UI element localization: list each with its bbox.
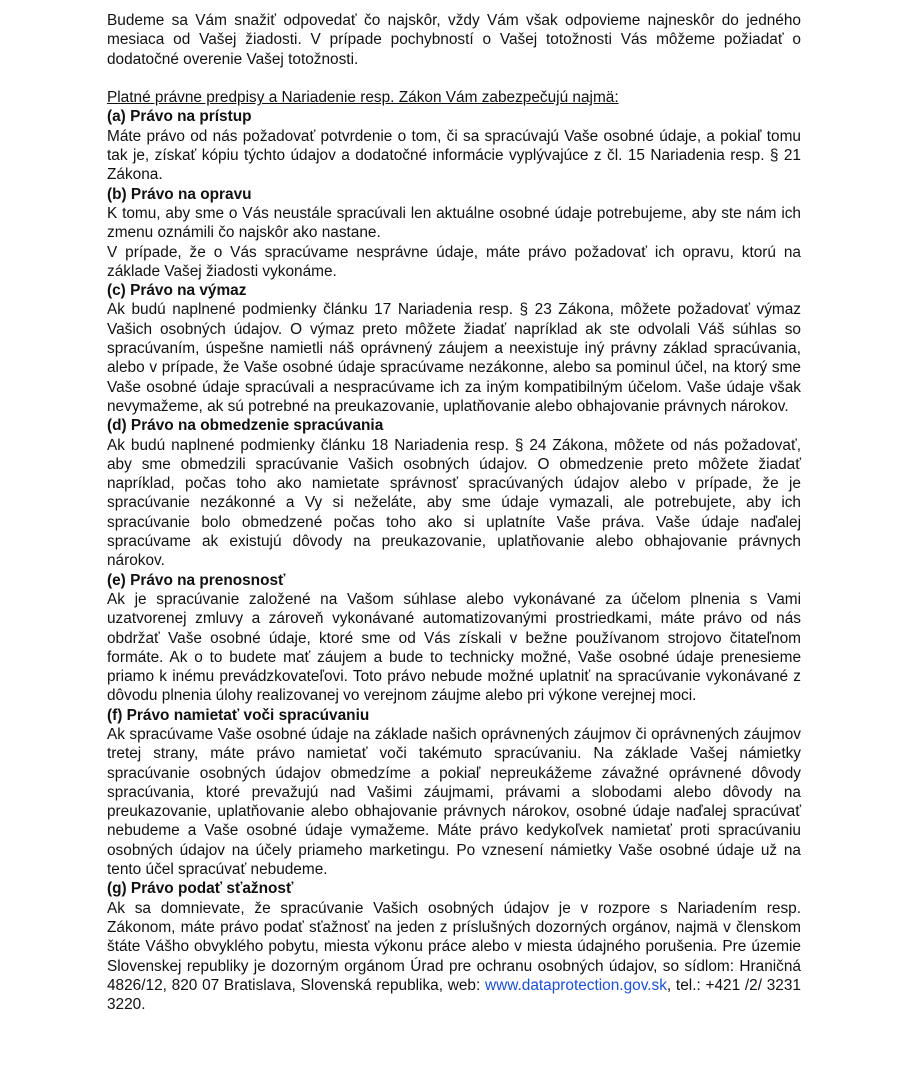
dataprotection-link[interactable]: www.dataprotection.gov.sk <box>484 976 667 994</box>
document-page <box>107 11 801 1014</box>
section-heading: (f) Právo namietať voči spracúvaniu <box>107 706 370 724</box>
section-paragraph: Máte právo od nás požadovať potvrdenie o tom, či sa spracúvajú Vaše osobné údaje, a pokiaľ tomu tak je, získať kópiu týchto údajov a dodatočné informácie vyplývajúce z čl. 15 Nariadenia resp. § 21 Zákona. <box>107 127 801 184</box>
section-right-to-restriction <box>107 416 801 570</box>
section-right-to-rectification <box>107 185 801 281</box>
section-paragraph: Ak budú naplnené podmienky článku 18 Nariadenia resp. § 24 Zákona, môžete od nás požadovať, aby sme obmedzili spracúvanie Vašich osobných údajov. O obmedzenie preto môžete žiadať napríklad, počas toho ako namietate správnosť spracúvaných údajov alebo v prípade, že je spracúvanie nezákonné a Vy si neželáte, aby sme údaje vymazali, ale potrebujete, aby ich spracúvanie bolo obmedzené počas toho ako si uplatníte Vaše práva. Vaše údaje naďalej spracúvame ak existujú dôvody na preukazovanie, uplatňovanie alebo obhajovanie právnych nárokov. <box>107 436 801 570</box>
section-paragraph <box>107 899 801 1015</box>
section-paragraph: Ak spracúvame Vaše osobné údaje na základe našich oprávnených záujmov či oprávnených záujmov tretej strany, máte právo namietať voči takémuto spracúvaniu. Na základe Vašej námietky spracúvanie osobných údajov obmedzíme a pokiaľ nepreukážeme závažné oprávnené dôvody spracúvania, ktoré prevažujú nad Vašimi záujmami, právami a slobodami alebo dôvody na preukazovanie, uplatňovanie alebo obhajovanie právnych nárokov, osobné údaje naďalej spracúvať nebudeme a Vaše osobné údaje vymažeme. Máte právo kedykoľvek namietať proti spracúvaniu osobných údajov na účely priameho marketingu. Po vznesení námietky Vaše osobné údaje už na tento účel spracúvať nebudeme. <box>107 725 801 879</box>
rights-intro: Platné právne predpisy a Nariadenie resp. Zákon Vám zabezpečujú najmä: <box>107 89 619 107</box>
section-heading: (d) Právo na obmedzenie spracúvania <box>107 417 384 435</box>
section-paragraph: K tomu, aby sme o Vás neustále spracúvali len aktuálne osobné údaje potrebujeme, aby ste nám ich zmenu oznámili čo najskôr ako nastane. <box>107 204 801 242</box>
section-right-to-complain <box>107 879 801 1014</box>
section-right-of-access <box>107 107 801 184</box>
section-heading: (c) Právo na výmaz <box>107 282 247 300</box>
section-right-to-portability <box>107 571 801 706</box>
section-paragraph: Ak je spracúvanie založené na Vašom súhlase alebo vykonávané za účelom plnenia s Vami uzatvorenej zmluvy a zároveň vykonávané automatizovanými prostriedkami, máte právo od nás obdržať Vaše osobné údaje, ktoré sme od Vás získali v bežne používanom strojovo čitateľnom formáte. Ak o to budete mať záujem a bude to technicky možné, Vaše osobné údaje prenesieme priamo k inému prevádzkovateľovi. Toto právo nebude možné uplatniť na spracúvanie vykonávané z dôvodu plnenia úlohy realizovanej vo verejnom záujme alebo pri výkone verejnej moci. <box>107 590 801 705</box>
section-right-to-object <box>107 706 801 880</box>
section-heading: (g) Právo podať sťažnosť <box>107 880 294 898</box>
spacer <box>107 69 801 88</box>
section-heading: (b) Právo na opravu <box>107 185 252 203</box>
phone-text: , tel.: +421 /2/ 3231 3220. <box>107 976 801 1014</box>
complaint-text: Ak sa domnievate, že spracúvanie Vašich osobných údajov je v rozpore s Nariadením resp. Zákonom, máte právo podať sťažnosť na jeden z príslušných dozorných orgánov, najmä v členskom štáte Vášho obvyklého pobytu, miesta výkonu práce alebo v miesta údajného porušenia. Pre územie Slovenskej republiky je dozorným orgánom Úrad pre ochranu osobných údajov, so sídlom: Hraničná 4826/12, 820 07 Bratislava, Slovenská republika, web: <box>107 899 801 994</box>
section-paragraph: Ak budú naplnené podmienky článku 17 Nariadenia resp. § 23 Zákona, môžete požadovať výmaz Vašich osobných údajov. O výmaz preto môžete žiadať napríklad ak ste odvolali Váš súhlas so spracúvaním, úspešne namietli náš oprávnený záujem a neexistuje iný právny základ spracúvania, alebo v prípade, že Vaše osobné údaje spracúvame nezákonne, alebo sa pominul účel, na ktorý sme Vaše osobné údaje spracúvali a nespracúvame ich za iným kompatibilným účelom. Vaše údaje však nevymažeme, ak sú potrebné na preukazovanie, uplatňovanie alebo obhajovanie právnych nárokov. <box>107 301 801 415</box>
section-right-to-erasure <box>107 281 801 416</box>
section-heading: (e) Právo na prenosnosť <box>107 571 286 589</box>
intro-paragraph: Budeme sa Vám snažiť odpovedať čo najskôr, vždy Vám však odpovieme najneskôr do jedného mesiaca od Vašej žiadosti. V prípade pochybností o Vašej totožnosti Vás môžeme požiadať o dodatočné overenie Vašej totožnosti. <box>107 12 801 68</box>
section-heading: (a) Právo na prístup <box>107 108 252 126</box>
section-paragraph: V prípade, že o Vás spracúvame nesprávne údaje, máte právo požadovať ich opravu, ktorú na základe Vašej žiadosti vykonáme. <box>107 243 801 280</box>
